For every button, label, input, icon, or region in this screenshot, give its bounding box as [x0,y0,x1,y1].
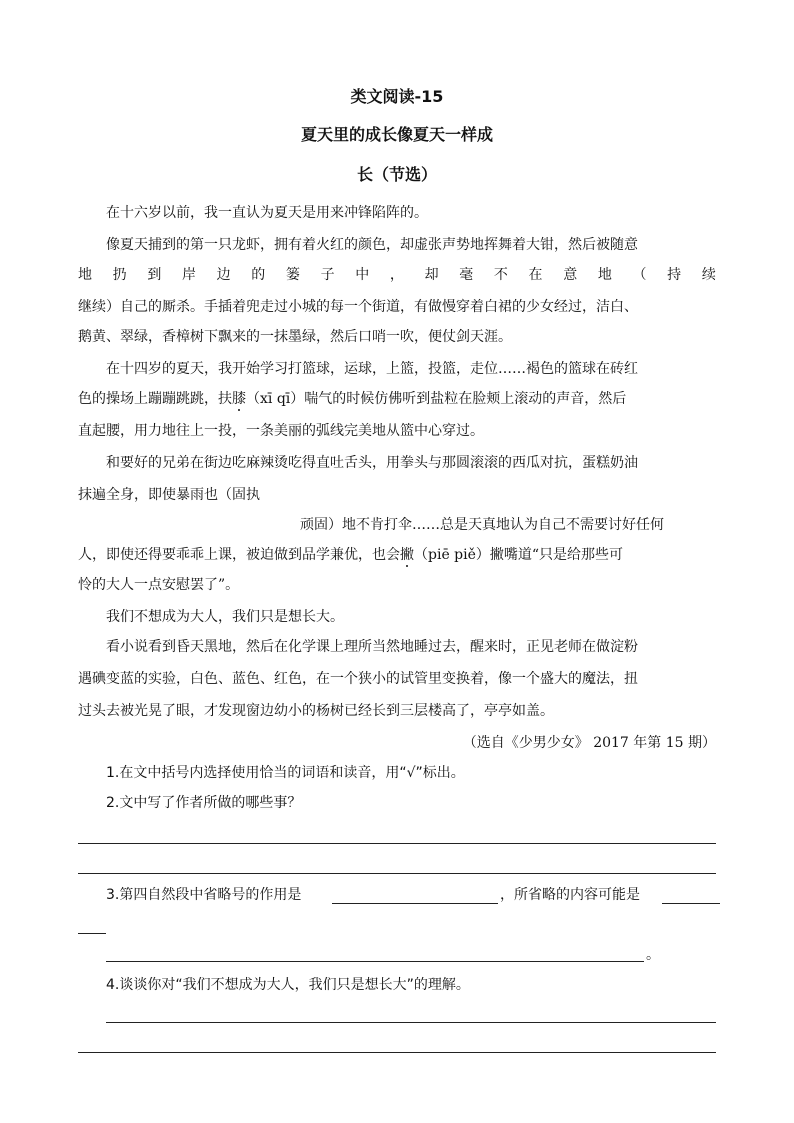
paragraph-4-line-4 [78,546,623,564]
article-title-line1: 夏天里的成长像夏天一样成 [300,125,493,144]
answer-line-q2-1[interactable] [78,843,716,844]
question-3-part-a: 3.第四自然段中省略号的作用是 [106,887,302,903]
source-citation: （选自《少男少女》 2017 年第 15 期） [462,735,716,751]
article-title-line2: 长（节选） [356,165,437,184]
spread-char: 在 [528,267,543,283]
paragraph-5: 我们不想成为大人，我们只是想长大。 [106,609,344,625]
paragraph-6-line-2: 遇碘变蓝的实验，白色、蓝色、红色，在一个狭小的试管里变换着，像一个盛大的魔法，扭 [78,671,638,687]
paragraph-2-line-3: 继续）自己的厮杀。手插着兜走过小城的每一个街道，有做慢穿着白裙的少女经过，洁白、 [78,299,638,315]
question-4: 4.谈谈你对“我们不想成为大人，我们只是想长大”的理解。 [106,977,470,993]
emphasis-char-xi: 膝 [232,391,246,407]
paragraph-4-line-1: 和要好的兄弟在街边吃麻辣烫吃得直吐舌头，用拳头与那圆滚滚的西瓜对抗，蛋糕奶油 [106,455,638,471]
paragraph-1: 在十六岁以前，我一直认为夏天是用来冲锋陷阵的。 [106,205,428,221]
question-2: 2.文中写了作者所做的哪些事？ [106,795,302,811]
spread-char: 子 [320,267,335,283]
paragraph-3-line-2 [78,390,626,408]
spread-char: 却 [424,267,439,283]
paragraph-4-line-3: 顽固）地不肯打伞……总是天真地认为自己不需要讨好任何 [300,517,664,533]
paragraph-4-line-5: 怜的大人一点安慰罢了”。 [78,577,240,593]
spread-char: 篓 [285,267,300,283]
paragraph-3-line-2-end: （xī qī）喘气的时候仿佛听到盐粒在脸颊上滚动的声音，然后 [246,391,627,407]
paragraph-2-line-4: 鹅黄、翠绿，香樟树下飘来的一抹墨绿，然后口哨一吹，便仗剑天涯。 [78,329,512,345]
series-title: 类文阅读-15 [350,87,444,106]
spread-char: 地 [78,267,92,283]
answer-blank-q3-2-continued[interactable] [78,933,106,934]
paragraph-4-line-2: 抹遍全身，即使暴雨也（固执 [78,487,260,503]
spread-char: 意 [563,267,578,283]
spread-char: 不 [493,267,508,283]
paragraph-6-line-3: 过头去被光晃了眼，才发现窗边幼小的杨树已经长到三层楼高了，亭亭如盖。 [78,703,554,719]
answer-line-q2-2[interactable] [78,873,716,874]
paragraph-3-line-3: 直起腰，用力地往上一投，一条美丽的弧线完美地从篮中心穿过。 [78,423,484,439]
spread-char: 地 [597,267,612,283]
answer-line-q4-2[interactable] [78,1052,716,1053]
spread-char: 扔 [112,267,127,283]
paragraph-2-line-2 [78,266,716,284]
answer-blank-q3-2[interactable] [662,903,720,904]
question-3-end: 。 [646,947,660,963]
answer-blank-q3-3[interactable] [106,961,644,962]
emphasis-char-pie: 撇 [400,547,414,563]
paragraph-3-line-2-start: 色的操场上蹦蹦跳跳，扶 [78,391,232,407]
spread-char: 到 [147,267,162,283]
answer-line-q4-1[interactable] [106,1022,716,1023]
spread-char: 中 [355,267,370,283]
spread-char: 的 [251,267,266,283]
spread-char: 毫 [459,267,474,283]
spread-char: 岸 [181,267,196,283]
paragraph-4-line-4-start: 人，即使还得要乖乖上课，被迫做到品学兼优，也会 [78,547,400,563]
paragraph-3-line-1: 在十四岁的夏天，我开始学习打篮球，运球，上篮，投篮，走位……褐色的篮球在砖红 [106,361,638,377]
paragraph-4-line-4-end: （piē piě）撇嘴道“只是给那些可 [414,547,624,563]
question-3-part-b: ，所省略的内容可能是 [500,887,640,903]
spread-char: 续 [701,267,716,283]
spread-char: ， [389,267,404,283]
spread-char: （ [632,267,647,283]
paragraph-2-line-1: 像夏天捕到的第一只龙虾，拥有着火红的颜色，却虚张声势地挥舞着大钳，然后被随意 [106,237,638,253]
question-1: 1.在文中括号内选择使用恰当的词语和读音，用“√”标出。 [106,765,465,781]
answer-blank-q3-1[interactable] [332,903,498,904]
paragraph-6-line-1: 看小说看到昏天黑地，然后在化学课上理所当然地睡过去，醒来时，正见老师在做淀粉 [106,639,638,655]
spread-char: 边 [216,267,231,283]
spread-char: 持 [667,267,682,283]
